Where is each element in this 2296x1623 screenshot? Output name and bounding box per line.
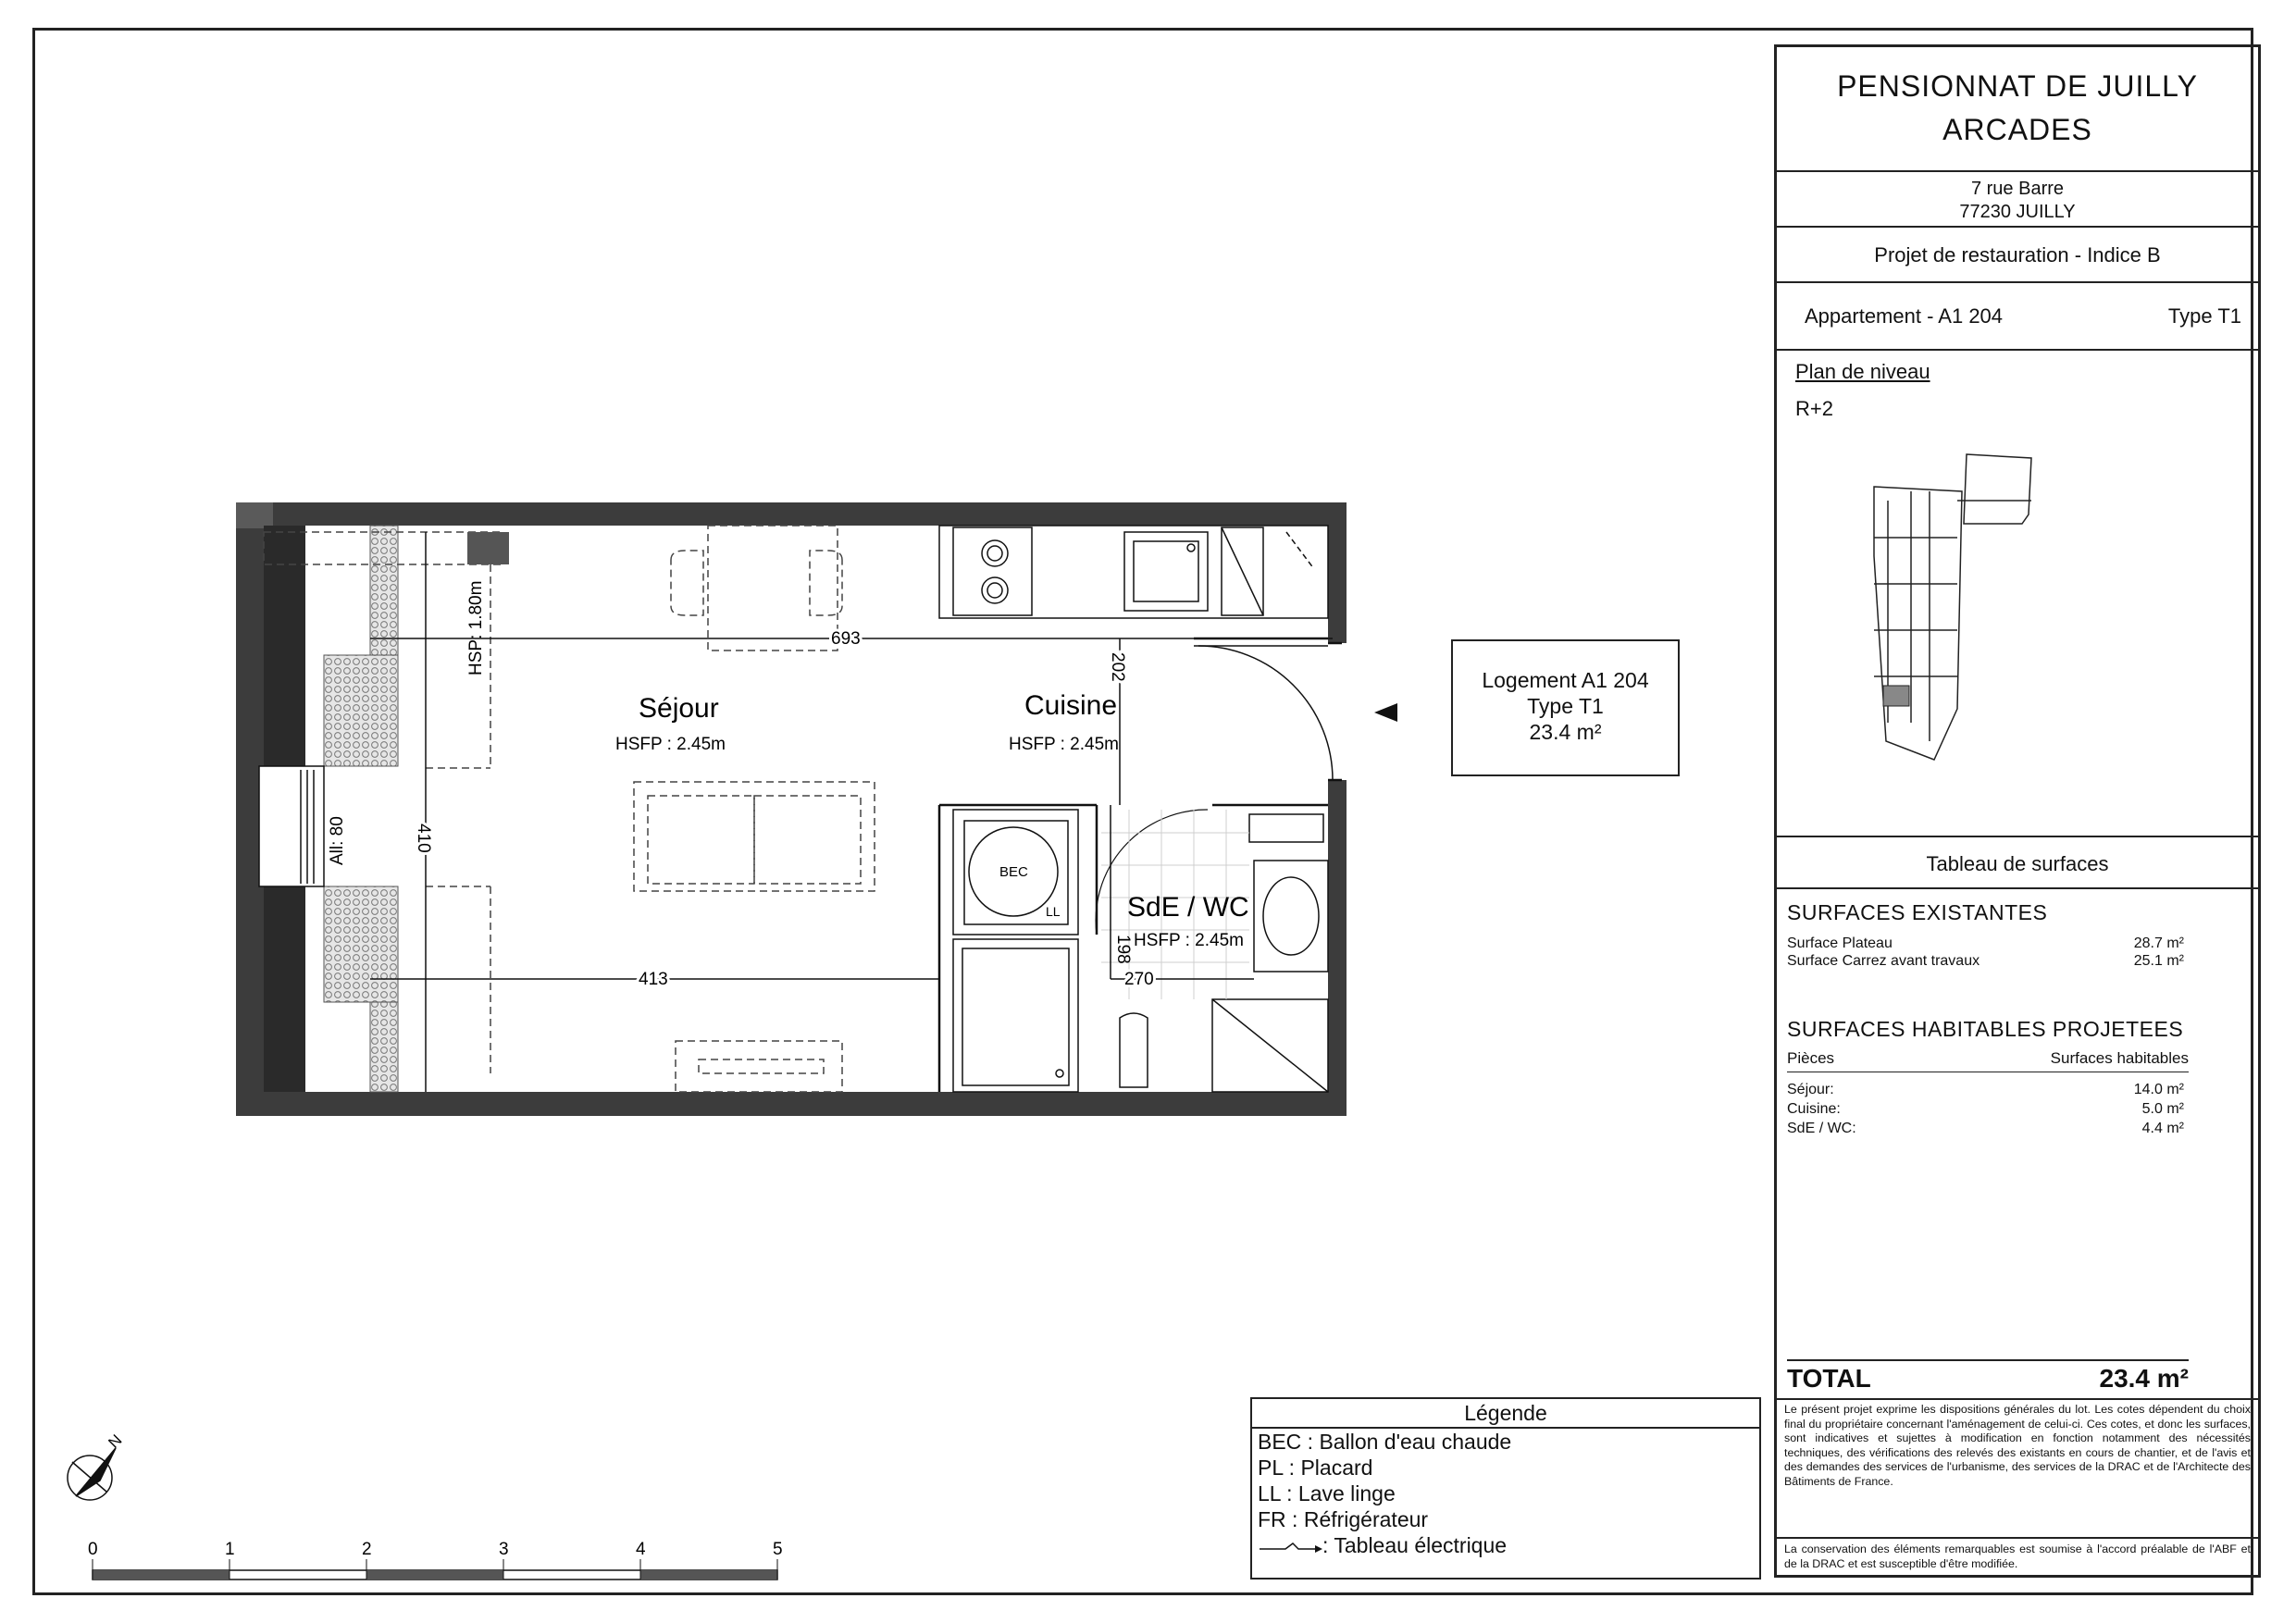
window [259,766,324,886]
unit-info-box [1451,639,1680,776]
pillar [467,532,509,564]
apartment-type: Type T1 [2167,304,2241,328]
table-header [1787,1049,2189,1072]
hsp-label: HSP: 1.80m [466,580,486,675]
scale-tick-3: 3 [499,1540,509,1559]
room-row [1787,1101,2184,1118]
entrance-door [1194,646,1333,780]
room-sde: SdE / WC [1127,892,1249,923]
sofa [634,782,875,891]
total-row [1787,1359,2189,1394]
bathroom-fixtures [953,810,1328,1092]
legend-item: PL : Placard [1258,1456,1373,1480]
room-sejour: Séjour [639,693,719,724]
title-block [1774,44,2261,1578]
kitchen-counter [939,526,1328,618]
room-label: Cuisine: [1787,1101,1841,1117]
existing-label: Surface Plateau [1787,935,1893,951]
all-label: All: 80 [328,816,347,865]
disclaimer-divider [1777,1398,2258,1400]
existing-label: Surface Carrez avant travaux [1787,953,1980,969]
existing-row [1787,935,2184,952]
dim-198: 198 [1113,935,1133,964]
existing-heading: SURFACES EXISTANTES [1787,900,2048,924]
legend [1250,1397,1761,1580]
projected-heading: SURFACES HABITABLES PROJETEES [1787,1017,2184,1041]
surfaces-title: Tableau de surfaces [1926,852,2109,875]
room-row [1787,1121,2184,1137]
conservation-note: La conservation des éléments remarquables est soumise à l'accord préalable de l'ABF et de la DRAC et est susceptible d'être modifiée. [1784,1542,2251,1570]
address-street: 7 rue Barre [1970,179,2065,199]
scale-tick-0: 0 [88,1540,98,1559]
unit-type: Type T1 [1527,694,1604,718]
dim-202: 202 [1108,652,1127,682]
dim-410: 410 [414,824,433,853]
legend-item [1252,1532,1759,1558]
legend-item: BEC : Ballon d'eau chaude [1258,1430,1512,1454]
address-city: 77230 JUILLY [1959,202,2076,222]
existing-value: 25.1 m² [2133,953,2184,969]
disclaimer-divider [1777,1537,2258,1539]
total-value: 23.4 m² [2099,1364,2189,1393]
title-row [1777,47,2258,172]
scale-tick-4: 4 [636,1540,646,1559]
north-arrow-icon [68,1448,116,1500]
hsfp-sde: HSFP : 2.45m [1134,931,1244,950]
apartment-row [1777,283,2258,351]
north-label: N [105,1431,126,1452]
total-label: TOTAL [1787,1364,1871,1393]
hsfp-cuisine: HSFP : 2.45m [1009,735,1119,754]
existing-row [1787,953,2184,970]
dim-413: 413 [639,970,668,989]
room-label: Séjour: [1787,1082,1834,1097]
dim-270: 270 [1124,970,1154,989]
unit-highlight [1883,686,1909,706]
surfaces-title-row [1777,836,2258,889]
scale-tick-1: 1 [225,1540,235,1559]
existing-value: 28.7 m² [2133,935,2184,951]
disclaimer-text: Le présent projet exprime les dispositions générales du lot. Les cotes dépendent du choix final du propriétaire concernant l'aménagement de celui-ci. Ces cotes, et donc les surfaces, sont indicatives et sujettes à modification en fonction notamment des nécessités techniques, des vérifications des relevés des existants en cours de chantier, et de l'avis et des demandes des services de l'urbanisme, des services de la DRAC et de l'Architecte des Bâtiments de France. [1784,1403,2251,1488]
legend-item: FR : Réfrigérateur [1258,1507,1429,1531]
room-value: 5.0 m² [2141,1101,2184,1117]
scale-tick-2: 2 [362,1540,372,1559]
electrical-panel-icon [1258,1536,1322,1555]
key-plan [1869,445,2110,843]
room-label: SdE / WC: [1787,1121,1856,1136]
room-value: 14.0 m² [2133,1082,2184,1097]
legend-item: LL : Lave linge [1258,1481,1396,1505]
room-cuisine: Cuisine [1024,690,1118,721]
bec-label: BEC [999,864,1028,880]
unit-name: Logement A1 204 [1482,668,1649,692]
project-row [1777,228,2258,283]
project-title: PENSIONNAT DE JUILLY [1837,69,2198,103]
level-label: R+2 [1795,397,1833,420]
plan-label: Plan de niveau [1795,360,1930,383]
project-subtitle: ARCADES [1942,113,2092,146]
scale-bar [93,1559,777,1580]
col-surfaces: Surfaces habitables [2050,1049,2189,1067]
room-row [1787,1082,2184,1098]
radiator [676,1041,842,1092]
unit-area: 23.4 m² [1529,720,1602,744]
ll-label: LL [1046,904,1061,919]
legend-electrical-label: : Tableau électrique [1322,1533,1508,1557]
scale-tick-5: 5 [773,1540,783,1559]
legend-title: Légende [1252,1399,1759,1429]
dim-693: 693 [831,629,861,649]
room-value: 4.4 m² [2141,1121,2184,1136]
col-rooms: Pièces [1787,1049,1835,1067]
entrance-arrow-icon [1374,703,1397,722]
project-phase: Projet de restauration - Indice B [1874,243,2161,266]
apartment-id: Appartement - A1 204 [1805,304,2004,328]
address-row [1777,172,2258,228]
hsfp-sejour: HSFP : 2.45m [615,735,726,754]
